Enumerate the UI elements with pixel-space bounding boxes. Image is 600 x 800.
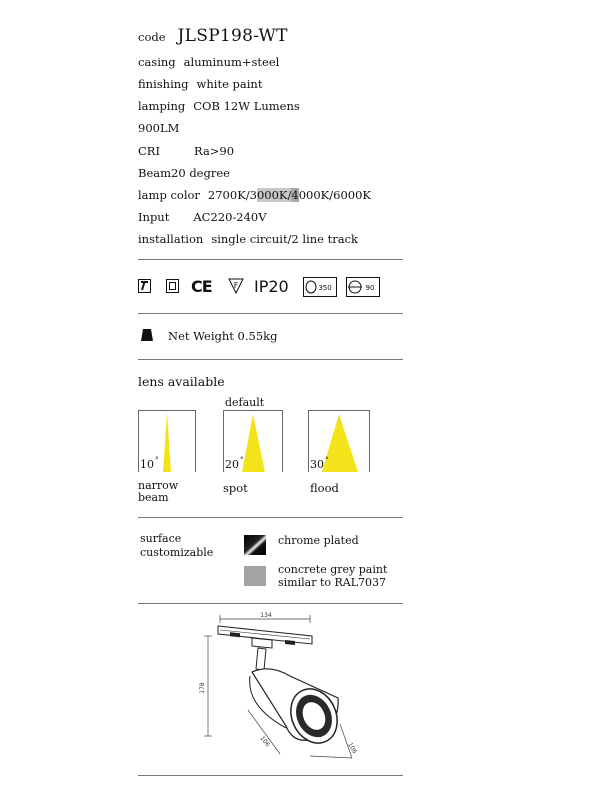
finishing-value: white paint	[196, 77, 263, 91]
casing-value: aluminum+steel	[183, 55, 280, 69]
installation-value: single circuit/2 line track	[211, 232, 359, 246]
lens-option-flood	[308, 410, 370, 472]
divider	[138, 517, 403, 518]
rotation-vertical-value: 90	[365, 284, 375, 292]
lens-option-narrow	[138, 410, 196, 472]
input-label: Input	[138, 210, 170, 224]
class-box-icon	[166, 279, 179, 293]
lens-heading: lens available	[138, 374, 225, 389]
horizontal-rotation-icon	[303, 277, 337, 297]
lens-name-line1: narrow	[138, 479, 179, 492]
grey-label	[278, 563, 387, 589]
f-mark-text: F	[233, 281, 239, 290]
lamp-color-part3: 4	[291, 188, 299, 202]
grey-label-line2: similar to RAL7037	[278, 576, 387, 589]
divider	[138, 259, 403, 260]
certification-row	[138, 276, 408, 298]
diameter-dimension-right: 106	[346, 741, 359, 755]
casing-label: casing	[138, 55, 176, 69]
lens-angle: 30	[310, 458, 324, 471]
spec-code	[138, 26, 288, 46]
spec-cri	[138, 144, 234, 158]
spec-installation	[138, 232, 358, 246]
beam-label: Beam	[138, 166, 172, 180]
diameter-dimension-left: 106	[258, 734, 271, 749]
lens-angle: 10	[140, 458, 154, 471]
lens-option-spot	[223, 410, 283, 472]
dimension-drawing	[190, 606, 390, 766]
spec-casing	[138, 55, 279, 69]
spec-lumen	[138, 121, 179, 135]
lens-angle: 20	[225, 458, 239, 471]
input-value: AC220-240V	[193, 210, 267, 224]
lamp-color-part1: 2700K/3	[207, 188, 257, 202]
lamp-color-part4: 000K/6000K	[298, 188, 372, 202]
chrome-label: chrome plated	[278, 534, 359, 547]
lens-name-spot: spot	[223, 481, 248, 495]
spec-lamping	[138, 99, 300, 113]
width-dimension: 134	[260, 612, 272, 619]
code-value: JLSP198-WT	[177, 26, 288, 46]
grey-swatch	[244, 566, 266, 586]
divider	[138, 313, 403, 314]
weight-icon	[140, 328, 154, 342]
chrome-swatch	[244, 535, 266, 555]
lumen-value: 900LM	[138, 121, 180, 135]
net-weight: Net Weight 0.55kg	[168, 329, 278, 343]
lens-default-label: default	[225, 396, 265, 409]
height-dimension: 178	[199, 682, 206, 694]
surface-label-line2: customizable	[140, 546, 214, 559]
cri-label: CRI	[138, 144, 161, 158]
lens-name-narrow	[138, 480, 178, 504]
degree-mark: °	[155, 456, 159, 464]
class-ii-icon	[138, 279, 151, 293]
lens-name-line2: beam	[138, 491, 169, 504]
surface-label	[140, 532, 213, 560]
installation-label: installation	[138, 232, 204, 246]
spec-finishing	[138, 77, 262, 91]
divider	[138, 359, 403, 360]
beam-value: 20 degree	[171, 166, 230, 180]
spec-lamp-color	[138, 188, 371, 202]
ce-mark-icon: CE	[191, 277, 212, 296]
vertical-rotation-icon	[346, 277, 380, 297]
degree-mark: °	[240, 456, 244, 464]
spec-input	[138, 210, 267, 224]
degree-mark: °	[325, 456, 329, 464]
divider	[138, 775, 403, 776]
ip-rating: IP20	[254, 277, 289, 296]
lamp-color-label: lamp color	[138, 188, 200, 202]
surface-label-line1: surface	[140, 532, 182, 545]
cri-value: Ra>90	[194, 144, 235, 158]
divider	[138, 603, 403, 604]
code-label: code	[138, 30, 166, 44]
f-mark-icon	[228, 278, 244, 294]
lamp-color-part2: 000K/	[256, 188, 292, 202]
lens-name-flood: flood	[310, 481, 339, 495]
spec-beam	[138, 166, 230, 180]
rotation-horizontal-value: 350	[318, 284, 332, 292]
grey-label-line1: concrete grey paint	[278, 563, 388, 576]
lamping-label: lamping	[138, 99, 186, 113]
finishing-label: finishing	[138, 77, 189, 91]
lamping-value: COB 12W Lumens	[193, 99, 300, 113]
